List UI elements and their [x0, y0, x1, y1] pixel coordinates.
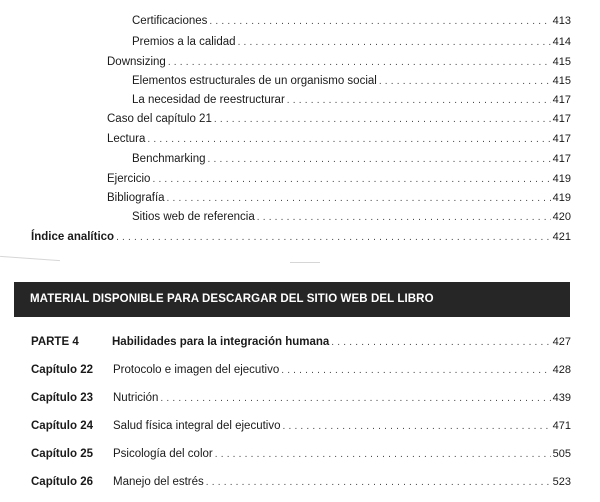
dot-leader — [209, 13, 550, 31]
toc-entry-ejercicio — [107, 170, 571, 189]
chapter-page: 428 — [552, 364, 571, 376]
toc-entry-label: Bibliografía — [107, 192, 165, 204]
chapter-page: 505 — [552, 448, 571, 460]
chapter-number: Capítulo 24 — [31, 420, 93, 432]
chapter-title: Manejo del estrés — [113, 476, 204, 488]
dot-leader — [116, 229, 551, 247]
dot-leader — [238, 34, 551, 52]
dot-leader — [257, 209, 551, 227]
chapter-page: 523 — [552, 476, 571, 488]
chapter-number: Capítulo 22 — [31, 364, 93, 376]
toc-entry-page: 417 — [552, 113, 571, 125]
chapter-entry — [31, 473, 571, 491]
toc-entry-page: 415 — [552, 75, 571, 87]
dot-leader — [283, 418, 551, 436]
toc-entry-label: Sitios web de referencia — [132, 211, 255, 223]
dot-leader — [215, 446, 551, 464]
toc-entry-page: 417 — [552, 133, 571, 145]
toc-entry-page: 419 — [552, 173, 571, 185]
toc-entry-page: 419 — [552, 192, 571, 204]
toc-entry-label: Certificaciones — [132, 15, 208, 27]
chapter-number: Capítulo 25 — [31, 448, 93, 460]
dot-leader — [160, 390, 550, 408]
chapter-entry — [31, 361, 571, 379]
toc-entry-page: 417 — [552, 153, 571, 165]
toc-entry-page: 420 — [552, 211, 571, 223]
part-page: 427 — [552, 336, 571, 348]
part-number: PARTE 4 — [31, 336, 79, 348]
chapter-number: Capítulo 26 — [31, 476, 93, 488]
toc-entry-indice-analitico — [31, 228, 571, 247]
toc-entry-label: Elementos estructurales de un organismo social — [132, 75, 377, 87]
dot-leader — [281, 362, 550, 380]
dot-leader — [152, 171, 550, 189]
chapter-title: Psicología del color — [113, 448, 213, 460]
scan-artifact — [0, 256, 60, 261]
chapter-number: Capítulo 23 — [31, 392, 93, 404]
toc-entry-label: Ejercicio — [107, 173, 151, 185]
dot-leader — [331, 334, 550, 352]
download-material-banner: MATERIAL DISPONIBLE PARA DESCARGAR DEL SITIO WEB DEL LIBRO — [14, 282, 570, 317]
chapter-entry — [31, 445, 571, 463]
chapter-title: Protocolo e imagen del ejecutivo — [113, 364, 280, 376]
toc-entry-sitios-web — [132, 208, 571, 227]
dot-leader — [206, 474, 551, 492]
toc-entry-certificaciones — [132, 12, 571, 31]
dot-leader — [214, 111, 551, 129]
toc-entry-page: 413 — [552, 15, 571, 27]
chapter-entry — [31, 389, 571, 407]
toc-entry-bibliografia — [107, 189, 571, 208]
toc-entry-premios — [132, 33, 571, 52]
dot-leader — [167, 190, 551, 208]
scan-artifact — [290, 262, 320, 263]
toc-entry-lectura — [107, 130, 571, 149]
toc-entry-elementos — [132, 72, 571, 91]
toc-entry-page: 415 — [552, 56, 571, 68]
chapter-title: Salud física integral del ejecutivo — [113, 420, 281, 432]
dot-leader — [168, 54, 551, 72]
chapter-title: Nutrición — [113, 392, 159, 404]
toc-entry-necesidad — [132, 91, 571, 110]
dot-leader — [147, 131, 550, 149]
chapter-page: 471 — [552, 420, 571, 432]
part-title: Habilidades para la integración humana — [112, 336, 330, 348]
toc-entry-page: 421 — [552, 231, 571, 243]
toc-entry-benchmarking — [132, 150, 571, 169]
dot-leader — [208, 151, 551, 169]
toc-entry-label: Premios a la calidad — [132, 36, 236, 48]
toc-entry-label: Caso del capítulo 21 — [107, 113, 212, 125]
toc-entry-label: Downsizing — [107, 56, 166, 68]
toc-entry-label: Índice analítico — [31, 231, 115, 243]
toc-entry-label: La necesidad de reestructurar — [132, 94, 285, 106]
part-heading — [31, 333, 571, 351]
dot-leader — [379, 73, 551, 91]
chapter-page: 439 — [552, 392, 571, 404]
toc-entry-downsizing — [107, 53, 571, 72]
toc-entry-page: 414 — [552, 36, 571, 48]
toc-entry-page: 417 — [552, 94, 571, 106]
chapter-entry — [31, 417, 571, 435]
toc-entry-label: Lectura — [107, 133, 146, 145]
dot-leader — [287, 92, 551, 110]
toc-entry-caso — [107, 110, 571, 129]
toc-entry-label: Benchmarking — [132, 153, 206, 165]
